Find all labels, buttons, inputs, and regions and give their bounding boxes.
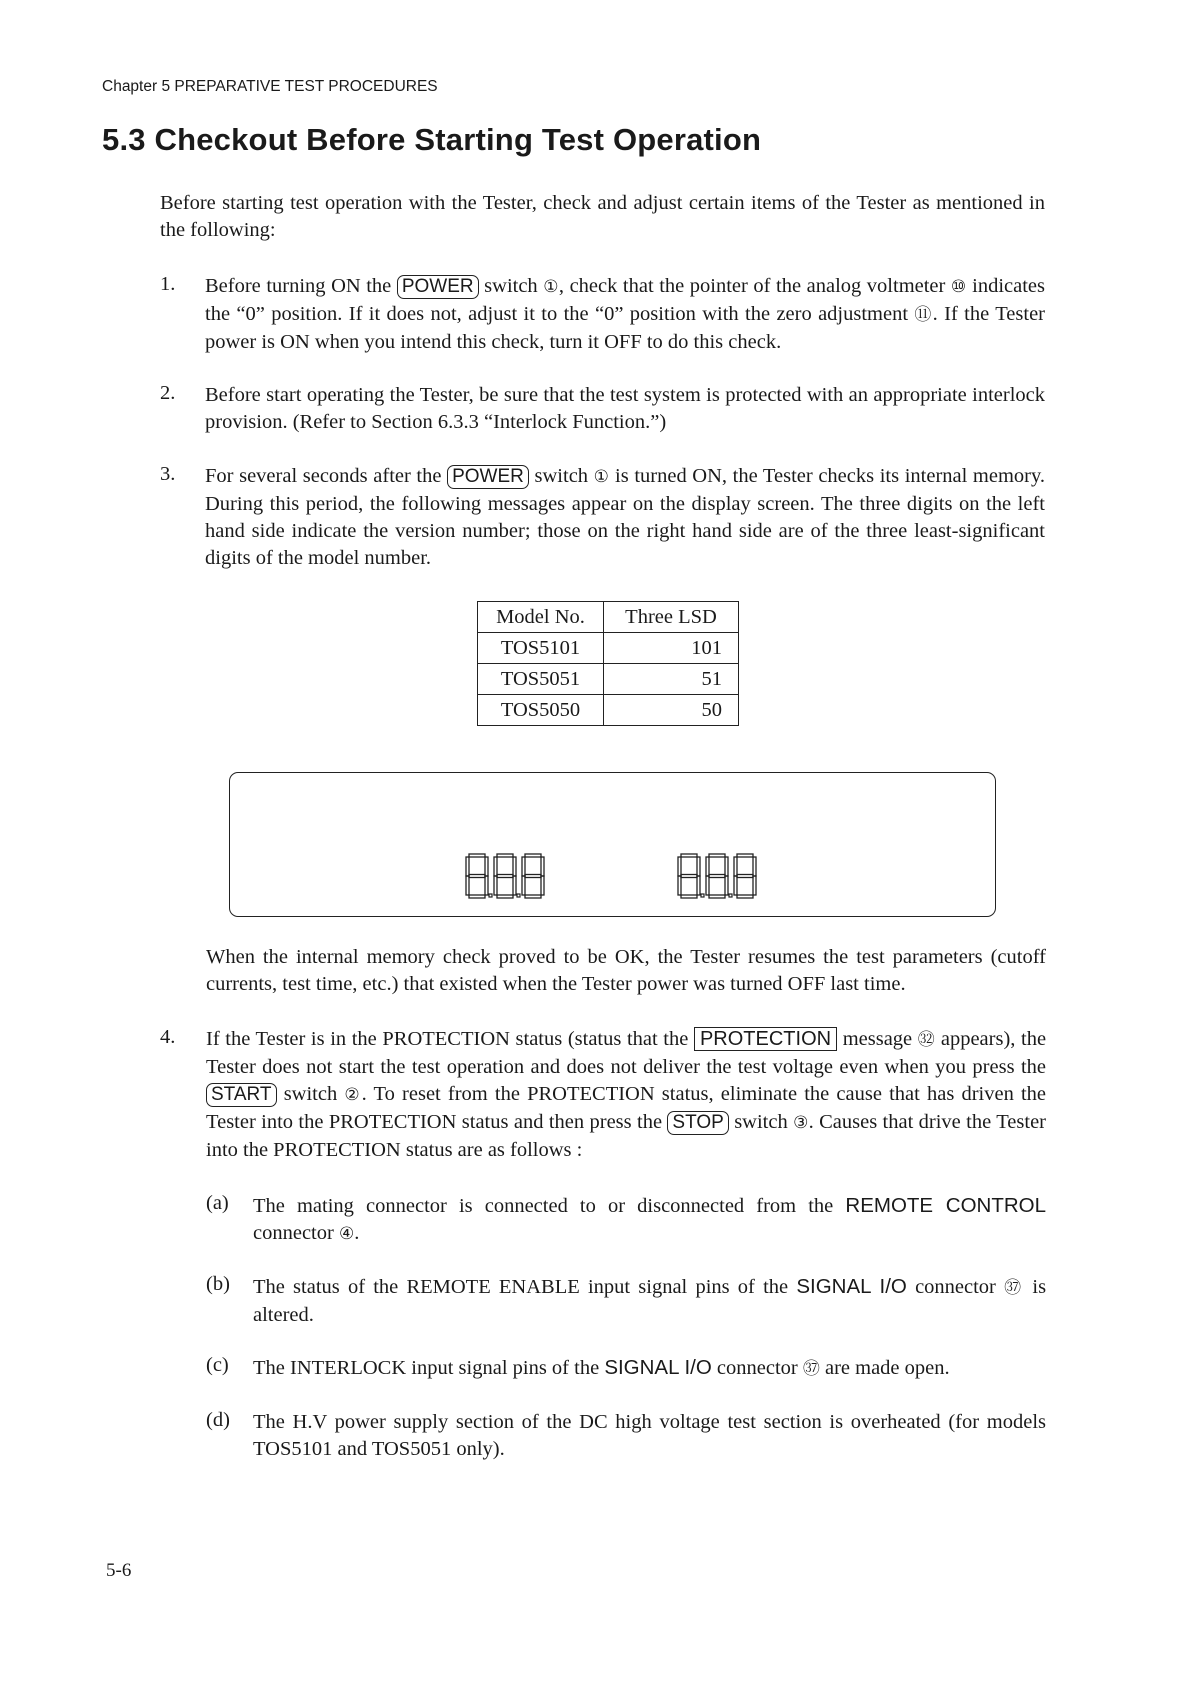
- start-key: START: [206, 1083, 277, 1107]
- digit-segment: [725, 857, 728, 876]
- digit-segment: [522, 857, 525, 876]
- digit-segment: [734, 876, 737, 895]
- cause-b-label: (b): [206, 1273, 230, 1295]
- item-1-text: Before turning ON the POWER switch ①, check that the pointer of the analog voltmeter ⑩ indicates the “0” position. If it does not, adjust it to the “0” position with the zero adjustment ⑪. If the Tester power is ON when you intend this check, turn it OFF to do this check.: [205, 275, 1046, 353]
- decimal-point: [517, 894, 520, 897]
- ref-10-icon: ⑩: [950, 277, 967, 297]
- digit-segment: [497, 895, 513, 898]
- digit-segment: [706, 857, 709, 876]
- ref-37-icon: ㊲: [1004, 1278, 1025, 1298]
- protection-message: PROTECTION: [694, 1027, 837, 1051]
- digit-segment: [525, 895, 541, 898]
- cause-b-text: The status of the REMOTE ENABLE input signal pins of the SIGNAL I/O connector ㊲ is altered.: [253, 1275, 1047, 1326]
- digit-segment: [737, 854, 753, 857]
- cause-a-text: The mating connector is connected to or disconnected from the REMOTE CONTROL connector ④.: [253, 1194, 1046, 1244]
- digit-segment: [734, 857, 737, 876]
- table-cell: 101: [604, 633, 739, 664]
- table-cell: TOS5101: [478, 633, 604, 664]
- item-3-text: For several seconds after the POWER switch ① is turned ON, the Tester checks its internal memory. During this period, the following messages appear on the display screen. The three digits on the left hand side indicate the version number; those on the right hand side are of the three least-significant digits of the model number.: [205, 465, 1046, 569]
- digit-segment: [706, 876, 709, 895]
- digit-segment: [513, 876, 516, 895]
- decimal-point: [701, 894, 704, 897]
- table-header: Three LSD: [604, 602, 739, 633]
- table-header-row: [478, 602, 739, 633]
- intro-paragraph: Before starting test operation with the Tester, check and adjust certain items of the Tester as mentioned in the following:: [160, 192, 1045, 241]
- digit-segment: [681, 854, 697, 857]
- ref-32-icon: ㉜: [917, 1030, 936, 1050]
- item-2-text: Before start operating the Tester, be sure that the test system is protected with an appropriate interlock provision. (Refer to Section 6.3.3 “Interlock Function.”): [205, 384, 1045, 433]
- ref-4-icon: ④: [338, 1224, 355, 1244]
- digit-segment: [469, 895, 485, 898]
- digit-segment: [466, 876, 469, 895]
- digit-segment: [697, 876, 700, 895]
- digit-segment: [525, 875, 541, 878]
- digit-segment: [469, 854, 485, 857]
- table-row: [478, 695, 739, 726]
- digit-segment: [525, 854, 541, 857]
- left-digit-group: [466, 854, 544, 898]
- seven-segment-display: [228, 771, 995, 916]
- table-cell: TOS5051: [478, 664, 604, 695]
- item-4-text: If the Tester is in the PROTECTION status (status that the PROTECTION message ㉜ appears), the Tester does not start the test operation and does not deliver the test voltage even when you press the START switch ②. To reset from the PROTECTION status, eliminate the cause that has driven the Tester into the PROTECTION status and then press the STOP switch ③. Causes that drive the Tester into the PROTECTION status are as follows :: [206, 1028, 1047, 1161]
- stop-key: STOP: [667, 1111, 728, 1135]
- digit-segment: [678, 876, 681, 895]
- digit-segment: [753, 876, 756, 895]
- table-row: [478, 633, 739, 664]
- ref-2-icon: ②: [344, 1085, 362, 1105]
- decimal-point: [489, 894, 492, 897]
- section-title: 5.3 Checkout Before Starting Test Operation: [102, 122, 762, 157]
- item-2-number: 2.: [160, 382, 176, 404]
- digit-segment: [709, 895, 725, 898]
- display-screen: [229, 772, 996, 917]
- digit-segment: [709, 854, 725, 857]
- table-header: Model No.: [478, 602, 604, 633]
- digit-segment: [709, 875, 725, 878]
- power-key: POWER: [397, 275, 479, 299]
- digit-segment: [737, 895, 753, 898]
- item-1-number: 1.: [160, 273, 176, 295]
- right-digit-group: [678, 854, 756, 898]
- item-3-number: 3.: [160, 463, 176, 485]
- cause-c-text: The INTERLOCK input signal pins of the SIGNAL I/O connector ㊲ are made open.: [253, 1356, 950, 1379]
- ref-37-icon: ㊲: [802, 1359, 820, 1379]
- table-cell: 50: [604, 695, 739, 726]
- digit-segment: [681, 895, 697, 898]
- table-cell: 51: [604, 664, 739, 695]
- digit-segment: [513, 857, 516, 876]
- ref-1-icon: ①: [543, 277, 559, 297]
- ref-1-icon: ①: [593, 467, 610, 487]
- cause-d-text: The H.V power supply section of the DC high voltage test section is overheated (for models TOS5101 and TOS5051 only).: [253, 1411, 1046, 1460]
- ref-3-icon: ③: [793, 1113, 809, 1133]
- digit-segment: [494, 857, 497, 876]
- digit-segment: [681, 875, 697, 878]
- item-4-number: 4.: [160, 1026, 176, 1048]
- cause-a-label: (a): [206, 1192, 229, 1214]
- digit-segment: [497, 875, 513, 878]
- decimal-point: [729, 894, 732, 897]
- memory-check-paragraph: When the internal memory check proved to be OK, the Tester resumes the test parameters (cutoff currents, test time, etc.) that existed when the Tester power was turned OFF last time.: [206, 946, 1046, 995]
- power-key: POWER: [447, 465, 529, 489]
- ref-11-icon: ⑪: [914, 305, 933, 325]
- digit-segment: [697, 857, 700, 876]
- digit-segment: [541, 857, 544, 876]
- digit-segment: [497, 854, 513, 857]
- digit-segment: [466, 857, 469, 876]
- digit-segment: [485, 857, 488, 876]
- digit-segment: [469, 875, 485, 878]
- chapter-header: Chapter 5 PREPARATIVE TEST PROCEDURES: [102, 78, 438, 95]
- digit-segment: [725, 876, 728, 895]
- table-cell: TOS5050: [478, 695, 604, 726]
- cause-d-label: (d): [206, 1409, 230, 1431]
- digit-segment: [541, 876, 544, 895]
- digit-segment: [522, 876, 525, 895]
- digit-segment: [678, 857, 681, 876]
- table-row: [478, 664, 739, 695]
- page-number: 5-6: [106, 1560, 132, 1581]
- digit-segment: [737, 875, 753, 878]
- model-lsd-table: [477, 601, 739, 726]
- digit-segment: [494, 876, 497, 895]
- digit-segment: [485, 876, 488, 895]
- cause-c-label: (c): [206, 1354, 229, 1376]
- digit-segment: [753, 857, 756, 876]
